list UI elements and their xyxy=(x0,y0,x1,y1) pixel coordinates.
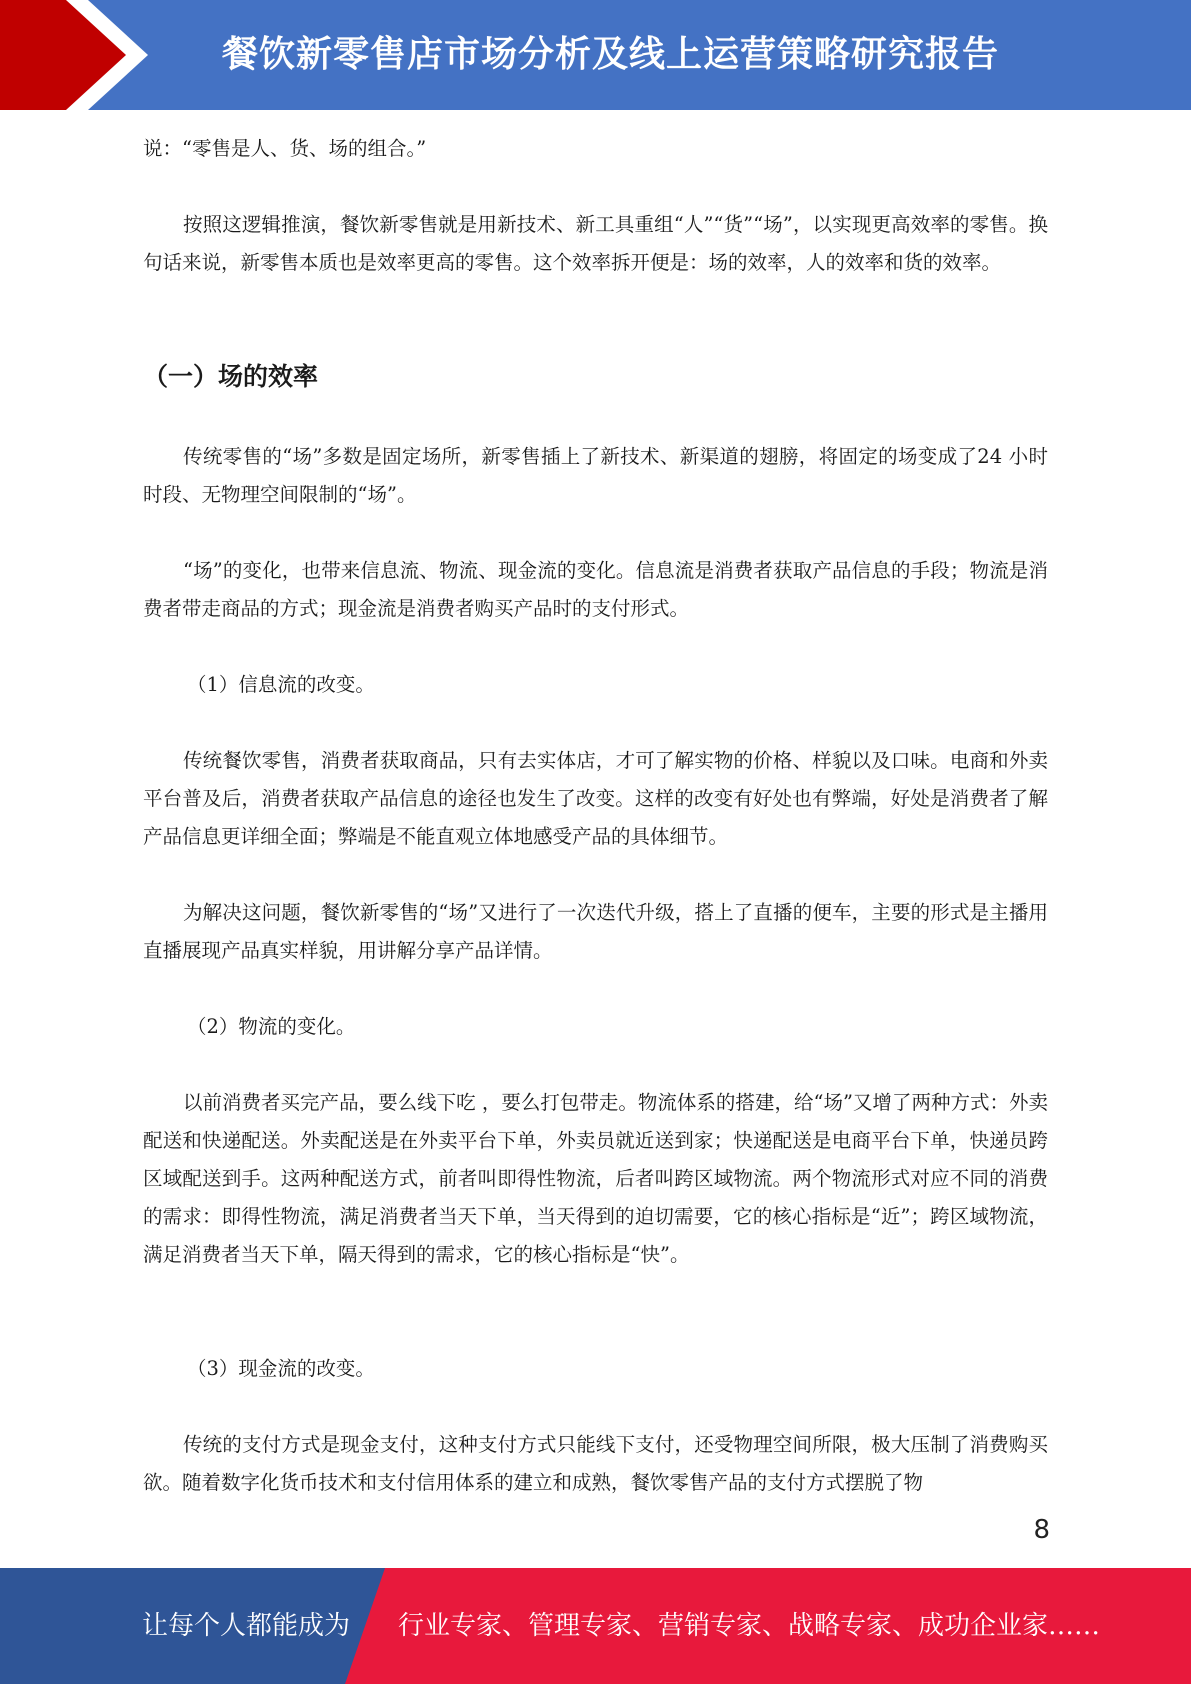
subsection-label: （2）物流的变化。 xyxy=(187,1015,356,1038)
header-arrow-decoration xyxy=(0,0,160,110)
page-number: 8 xyxy=(1033,1515,1050,1545)
section-heading: （一）场的效率 xyxy=(143,362,319,391)
paragraph: 传统的支付方式是现金支付，这种支付方式只能线下支付，还受物理空间所限，极大压制了消费购买欲。随着数字化货币技术和支付信用体系的建立和成熟，餐饮零售产品的支付方式摆脱了物 xyxy=(143,1433,1048,1494)
paragraph: 以前消费者买完产品，要么线下吃 ，要么打包带走。物流体系的搭建，给“场”又增了两种方式：外卖配送和快递配送。外卖配送是在外卖平台下单，外卖员就近送到家；快递配送是电商平台下单，快递员跨区域配送到手。这两种配送方式，前者叫即得性物流，后者叫跨区域物流。两个物流形式对应不同的消费的需求：即得性物流，满足消费者当天下单，当天得到的迫切需要，它的核心指标是“近”；跨区域物流，满足消费者当天下单，隔天得到的需求，它的核心指标是“快”。 xyxy=(143,1091,1048,1266)
paragraph: 传统餐饮零售，消费者获取商品，只有去实体店，才可了解实物的价格、样貌以及口味。电商和外卖平台普及后，消费者获取产品信息的途径也发生了改变。这样的改变有好处也有弊端，好处是消费者了解产品信息更详细全面；弊端是不能直观立体地感受产品的具体细节。 xyxy=(143,749,1048,848)
paragraph: 为解决这问题，餐饮新零售的“场”又进行了一次迭代升级，搭上了直播的便车，主要的形式是主播用直播展现产品真实样貌，用讲解分享产品详情。 xyxy=(143,901,1048,962)
page-header xyxy=(0,0,1191,110)
subsection-label: （3）现金流的改变。 xyxy=(187,1357,375,1380)
paragraph: 说：“零售是人、货、场的组合。” xyxy=(143,137,427,160)
page-footer xyxy=(0,1568,1191,1684)
report-title: 餐饮新零售店市场分析及线上运营策略研究报告 xyxy=(222,34,1000,75)
footer-slogan-right: 行业专家、管理专家、营销专家、战略专家、成功企业家…… xyxy=(398,1611,1101,1641)
subsection-label: （1）信息流的改变。 xyxy=(187,673,375,696)
paragraph: 传统零售的“场”多数是固定场所，新零售插上了新技术、新渠道的翅膀，将固定的场变成了24 小时时段、无物理空间限制的“场”。 xyxy=(143,445,1048,506)
paragraph: 按照这逻辑推演，餐饮新零售就是用新技术、新工具重组“人”“货”“场”，以实现更高效率的零售。换句话来说，新零售本质也是效率更高的零售。这个效率拆开便是：场的效率，人的效率和货的效率。 xyxy=(143,213,1048,274)
paragraph: “场”的变化，也带来信息流、物流、现金流的变化。信息流是消费者获取产品信息的手段；物流是消费者带走商品的方式；现金流是消费者购买产品时的支付形式。 xyxy=(143,559,1048,620)
footer-slogan-left: 让每个人都能成为 xyxy=(142,1611,351,1641)
